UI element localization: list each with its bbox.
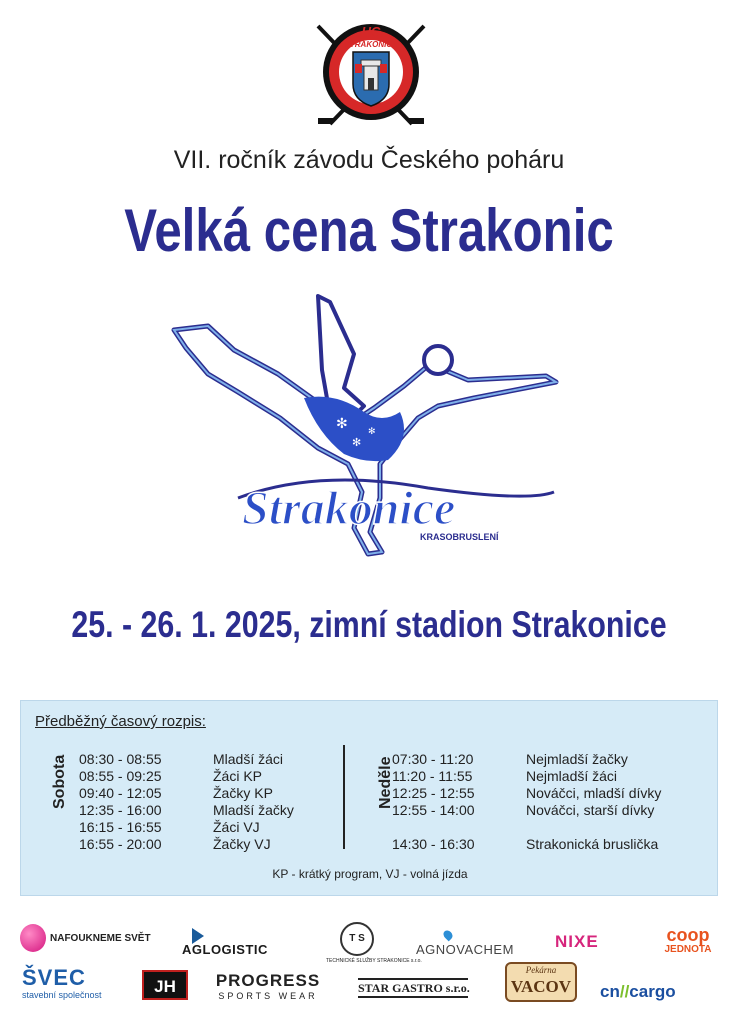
club-name-line1: HC [361,24,381,39]
row-time: 12:55 - 14:00 [392,802,475,818]
schedule-row [79,768,339,785]
row-category: Žačky KP [213,785,273,801]
row-time: 09:40 - 12:05 [79,785,162,801]
sponsor-progress-sub: SPORTS WEAR [218,991,318,1001]
sponsor-svec-logo [22,966,118,1002]
club-name-line2: STRAKONICE [344,40,398,49]
row-category: Žáci KP [213,768,263,784]
emblem-tagline: KRASOBRUSLENÍ [420,532,499,542]
sponsor-cncargo-logo [600,982,712,1006]
sponsor-nixe-text: NIXE [555,932,599,951]
schedule-row [392,768,712,785]
row-time: 08:30 - 08:55 [79,751,162,767]
sunday-schedule [392,751,712,853]
schedule-row [79,751,339,768]
sponsor-vacov-top: Pekárna [525,965,557,975]
sponsor-agnovachem-logo [414,930,524,958]
slash-icon: // [619,982,630,1001]
sponsor-ts-text: TECHNICKÉ SLUŽBY STRAKONICE s.r.o. [326,958,422,964]
sponsor-technicke-sluzby-logo [326,922,422,974]
sponsor-aglogistic-logo [178,928,278,960]
schedule-heading: Předběžný časový rozpis: [35,713,206,730]
svg-text:✻: ✻ [336,416,348,432]
sponsor-aglogistic-text: AGLOGISTIC [182,942,268,957]
sponsor-nafoukneme-logo [20,924,150,956]
sponsor-nixe-logo [555,932,631,954]
event-date-place: 25. - 26. 1. 2025, zimní stadion Strakonice [71,604,667,645]
row-time: 12:25 - 12:55 [392,785,475,801]
row-category: Mladší žačky [213,802,294,818]
sponsor-cargo-text: cargo [629,982,676,1001]
row-time: 16:55 - 20:00 [79,836,162,852]
day-divider [343,745,345,849]
row-category: Žáci VJ [213,819,260,835]
sponsor-agnovachem-text: AGNOVACHEM [416,942,514,957]
row-category: Mladší žáci [213,751,284,767]
sponsor-stargastro-logo: STAR GASTRO s.r.o. [358,978,468,998]
row-category: Nejmladší žáci [526,768,618,784]
schedule-row [79,802,339,819]
schedule-row [79,836,339,853]
svg-text:✻: ✻ [352,436,362,449]
schedule-legend: KP - krátký program, VJ - volná jízda [272,867,468,881]
saturday-schedule [79,751,339,853]
emblem-wordmark: Strakonice [242,482,456,535]
schedule-row [79,819,339,836]
day-label-saturday: Sobota [51,754,68,809]
sponsor-coop-text: coop [666,925,710,945]
sponsor-jh-logo: JH [142,970,188,1000]
ts-mark: T S [340,922,374,956]
event-subtitle: VII. ročník závodu Českého poháru [173,146,565,174]
row-time: 12:35 - 16:00 [79,802,162,818]
event-title: Velká cena Strakonic [124,197,614,264]
schedule-row [392,751,712,768]
sponsor-vacov-logo [505,962,577,1002]
svg-text:✻: ✻ [368,427,376,437]
schedule-row [392,785,712,802]
sponsor-coop-logo [656,926,720,966]
row-category: Nováčci, mladší dívky [526,785,662,801]
figure-skater-icon [168,288,568,568]
figure-skating-emblem [168,288,568,568]
sponsor-nafoukneme-text: NAFOUKNEME SVĚT [50,933,151,944]
row-time: 07:30 - 11:20 [392,751,474,767]
sponsor-cn-text: cn [600,982,620,1001]
row-category: Žačky VJ [213,836,271,852]
row-category: Nováčci, starší dívky [526,802,655,818]
schedule-row [392,836,712,853]
row-time: 08:55 - 09:25 [79,768,162,784]
sponsor-svec-text: ŠVEC [22,965,86,990]
sponsor-vacov-text: VACOV [510,977,572,996]
sponsor-progress-text: PROGRESS [215,971,321,990]
sponsor-svec-sub: stavební společnost [22,990,102,1000]
sponsor-progress-logo [204,972,332,1004]
schedule-row [392,802,712,819]
sponsor-coop-sub: JEDNOTA [664,944,712,955]
row-time: 11:20 - 11:55 [392,768,473,784]
schedule-panel [20,700,718,896]
row-time: 16:15 - 16:55 [79,819,162,835]
row-time: 14:30 - 16:30 [392,836,475,852]
row-category: Nejmladší žačky [526,751,628,767]
day-label-sunday: Neděle [377,756,394,809]
row-category: Strakonická bruslička [526,836,659,852]
droplet-icon [442,929,455,942]
schedule-row [79,785,339,802]
balloon-icon [20,924,46,952]
